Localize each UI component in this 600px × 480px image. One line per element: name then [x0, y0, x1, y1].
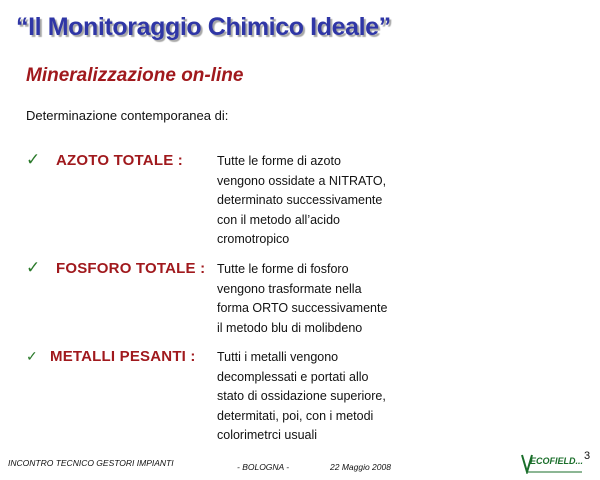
item-description-azoto — [217, 152, 427, 250]
slide-title: “Il Monitoraggio Chimico Ideale” — [16, 13, 391, 41]
footer-city: - BOLOGNA - — [237, 462, 290, 472]
checkmark-icon: ✓ — [26, 348, 38, 364]
slide-subtitle: Mineralizzazione on-line — [26, 65, 244, 86]
description-line: forma ORTO successivamente — [217, 301, 388, 315]
description-line: il metodo blu di molibdeno — [217, 320, 363, 335]
item-label-metalli: METALLI PESANTI : — [50, 348, 196, 365]
footer-event: INCONTRO TECNICO GESTORI IMPIANTI — [8, 458, 174, 468]
description-line: colorimetrci usuali — [217, 428, 318, 442]
page-number: 3 — [584, 450, 591, 462]
logo-text: ECOFIELD... — [530, 456, 584, 466]
description-line: cromotropico — [217, 232, 290, 246]
description-line: stato di ossidazione superiore, — [217, 389, 386, 403]
description-line: determinato successivamente — [217, 193, 383, 207]
description-line: Tutte le forme di azoto — [217, 154, 341, 168]
description-line: vengono trasformate nella — [217, 281, 362, 296]
item-label-fosforo: FOSFORO TOTALE : — [56, 260, 206, 277]
description-line: Tutti i metalli vengono — [217, 350, 339, 364]
checkmark-icon: ✓ — [26, 258, 41, 277]
intro-text: Determinazione contemporanea di: — [26, 108, 229, 123]
footer-date: 22 Maggio 2008 — [330, 462, 391, 472]
description-line: con il metodo all’acido — [217, 212, 340, 227]
description-line: vengono ossidate a NITRATO, — [217, 173, 387, 188]
item-description-fosforo — [217, 260, 427, 338]
description-line: decomplessati e portati allo — [217, 369, 369, 384]
description-line: Tutte le forme di fosforo — [217, 262, 349, 276]
checkmark-icon: ✓ — [26, 150, 41, 169]
description-line: determitati, poi, con i metodi — [217, 408, 374, 423]
item-label-azoto: AZOTO TOTALE : — [56, 152, 183, 169]
item-description-metalli — [217, 348, 427, 446]
